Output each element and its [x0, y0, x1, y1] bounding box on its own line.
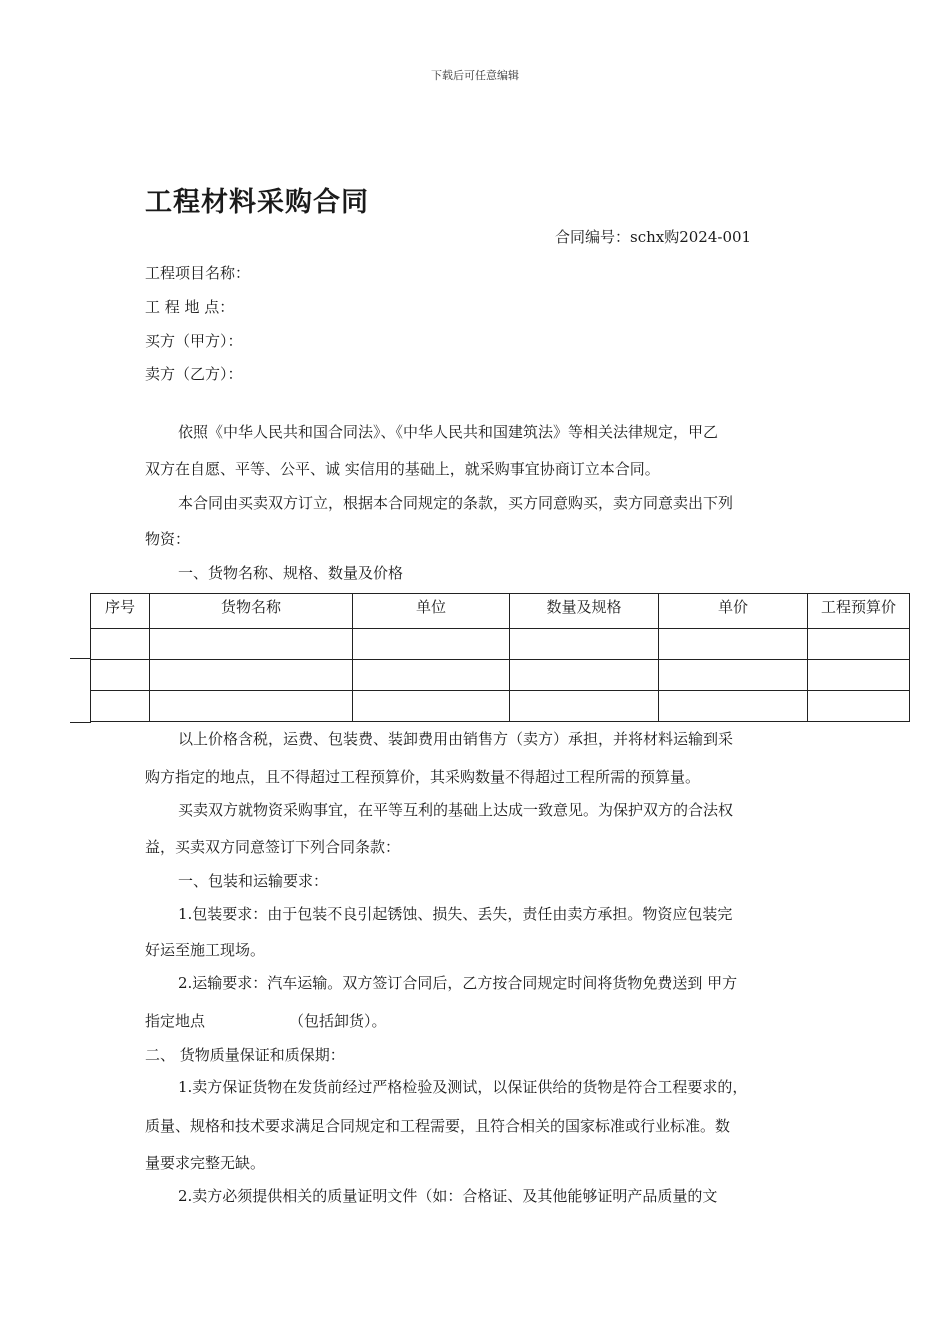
- section-2-item-1-line-3: 量要求完整无缺。: [145, 1154, 266, 1172]
- col-header-quantity-spec: 数量及规格: [510, 594, 659, 629]
- table-cell: [91, 629, 150, 660]
- table-row: [91, 660, 910, 691]
- contract-number: 合同编号：schx购2024-001: [555, 228, 752, 246]
- section-2-item-2-line-1: 2.卖方必须提供相关的质量证明文件（如：合格证、及其他能够证明产品质量的文: [178, 1187, 718, 1205]
- table-cell: [510, 691, 659, 722]
- table-row: [91, 691, 910, 722]
- section-1-item-2-line-1: 2.运输要求：汽车运输。双方签订合同后，乙方按合同规定时间将货物免费送到 甲方: [178, 974, 738, 992]
- after-table-paragraph-1-line-2: 购方指定的地点，且不得超过工程预算价，其采购数量不得超过工程所需的预算量。: [145, 768, 701, 786]
- col-header-unit-price: 单价: [659, 594, 808, 629]
- intro-paragraph-1-line-1: 依照《中华人民共和国合同法》、《中华人民共和国建筑法》等相关法律规定，甲乙: [178, 423, 719, 441]
- table-cell: [659, 691, 808, 722]
- table-cell: [510, 629, 659, 660]
- section-1-item-2-line-2b: （包括卸货）。: [289, 1012, 387, 1030]
- intro-paragraph-1-line-2: 双方在自愿、平等、公平、诚 实信用的基础上，就采购事宜协商订立本合同。: [145, 460, 660, 478]
- intro-paragraph-2-line-1: 本合同由买卖双方订立，根据本合同规定的条款，买方同意购买，卖方同意卖出下列: [178, 494, 734, 512]
- table-margin-rule: [70, 722, 91, 723]
- table-cell: [510, 660, 659, 691]
- page-header-note: 下载后可任意编辑: [431, 69, 519, 82]
- table-cell: [91, 660, 150, 691]
- table-cell: [150, 691, 353, 722]
- section-goods-heading: 一、货物名称、规格、数量及价格: [178, 564, 404, 582]
- col-header-unit: 单位: [353, 594, 510, 629]
- section-1-heading: 一、包装和运输要求：: [178, 872, 329, 890]
- field-location: 工 程 地 点：: [145, 298, 235, 316]
- table-cell: [659, 660, 808, 691]
- after-table-paragraph-2-line-2: 益，买卖双方同意签订下列合同条款：: [145, 838, 401, 856]
- section-1-item-1-line-1: 1.包装要求：由于包装不良引起锈蚀、损失、丢失，责任由卖方承担。物资应包装完: [178, 905, 733, 923]
- col-header-goods-name: 货物名称: [150, 594, 353, 629]
- document-title: 工程材料采购合同: [145, 187, 369, 218]
- table-cell: [150, 660, 353, 691]
- field-project-name: 工程项目名称：: [145, 264, 251, 282]
- field-seller: 卖方（乙方）：: [145, 365, 243, 383]
- table-margin-rule: [70, 658, 91, 659]
- section-2-item-1-line-2: 质量、规格和技术要求满足合同规定和工程需要，且符合相关的国家标准或行业标准。数: [145, 1117, 731, 1135]
- table-row: [91, 629, 910, 660]
- section-1-item-2-line-2a: 指定地点: [145, 1012, 206, 1030]
- table-cell: [659, 629, 808, 660]
- table-cell: [150, 629, 353, 660]
- intro-paragraph-2-line-2: 物资：: [145, 530, 191, 548]
- after-table-paragraph-2-line-1: 买卖双方就物资采购事宜，在平等互利的基础上达成一致意见。为保护双方的合法权: [178, 801, 734, 819]
- goods-table: [90, 593, 910, 722]
- section-1-item-1-line-2: 好运至施工现场。: [145, 941, 266, 959]
- goods-table-header-row: [91, 594, 910, 629]
- after-table-paragraph-1-line-1: 以上价格含税，运费、包装费、装卸费用由销售方（卖方）承担，并将材料运输到采: [178, 730, 734, 748]
- col-header-budget-price: 工程预算价: [808, 594, 910, 629]
- col-header-index: 序号: [91, 594, 150, 629]
- field-buyer: 买方（甲方）：: [145, 332, 243, 350]
- table-cell: [808, 629, 910, 660]
- table-cell: [808, 660, 910, 691]
- table-cell: [808, 691, 910, 722]
- table-cell: [353, 691, 510, 722]
- section-2-item-1-line-1: 1.卖方保证货物在发货前经过严格检验及测试，以保证供给的货物是符合工程要求的，: [178, 1078, 748, 1096]
- section-2-heading: 二、 货物质量保证和质保期：: [145, 1046, 345, 1064]
- table-cell: [353, 660, 510, 691]
- table-cell: [91, 691, 150, 722]
- table-cell: [353, 629, 510, 660]
